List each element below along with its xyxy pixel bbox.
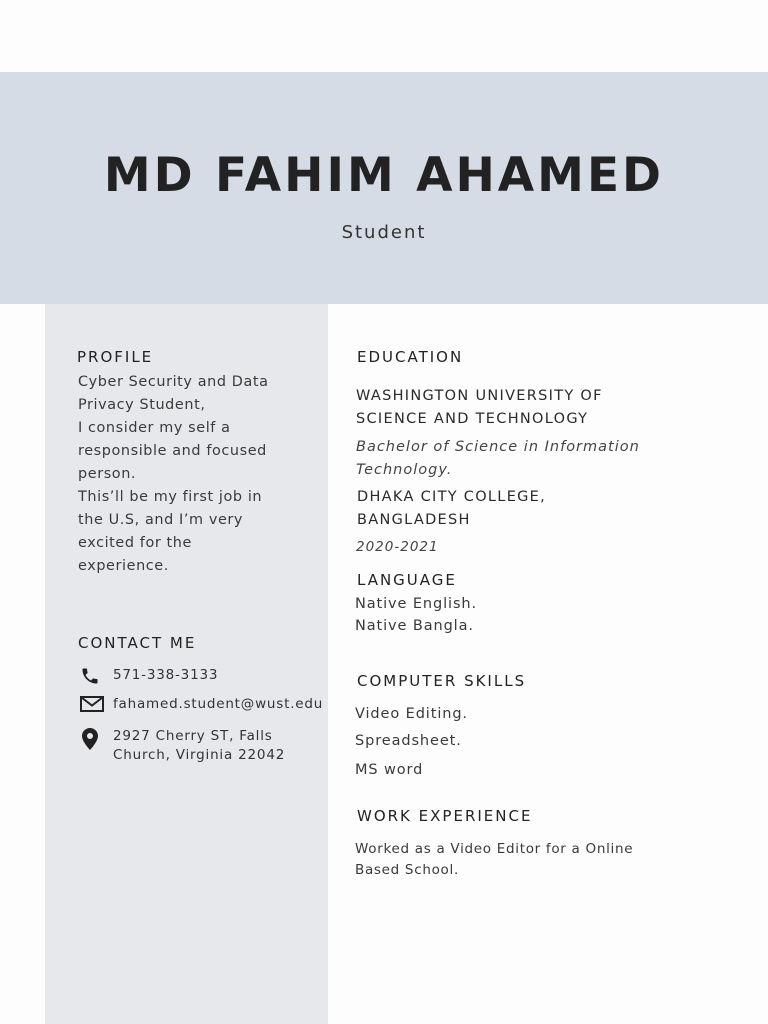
work-line: Based School. xyxy=(355,862,459,878)
work-experience-heading: WORK EXPERIENCE xyxy=(357,807,533,825)
profile-line: responsible and focused xyxy=(78,443,267,459)
education-dates xyxy=(356,536,746,559)
skill-item: Spreadsheet. xyxy=(355,733,462,749)
address xyxy=(113,727,285,765)
education-institution xyxy=(356,385,746,431)
phone-icon xyxy=(80,666,104,686)
profile-line: I consider my self a xyxy=(78,420,231,436)
profile-line: excited for the xyxy=(78,535,192,551)
profile-line: Privacy Student, xyxy=(78,397,206,413)
language-item: Native English. xyxy=(355,596,478,612)
institution-line: DHAKA CITY COLLEGE, xyxy=(357,489,547,505)
email-address[interactable]: fahamed.student@wust.edu xyxy=(113,696,324,712)
degree-line: Bachelor of Science in Information xyxy=(356,439,640,455)
education-degree xyxy=(356,436,746,482)
institution-line: BANGLADESH xyxy=(357,512,471,528)
map-pin-icon xyxy=(80,727,104,747)
profile-line: the U.S, and I’m very xyxy=(78,512,244,528)
education-institution xyxy=(357,486,747,532)
contact-phone xyxy=(80,666,325,686)
phone-number[interactable]: 571-338-3133 xyxy=(113,667,219,683)
profile-line: person. xyxy=(78,466,137,482)
work-experience-text xyxy=(355,839,745,881)
work-line: Worked as a Video Editor for a Online xyxy=(355,841,634,857)
institution-line: WASHINGTON UNIVERSITY OF xyxy=(356,388,603,404)
envelope-icon xyxy=(80,695,104,715)
degree-line: Technology. xyxy=(356,462,453,478)
contact-heading: CONTACT ME xyxy=(78,634,197,652)
applicant-role: Student xyxy=(341,222,427,243)
language-item: Native Bangla. xyxy=(355,618,474,634)
computer-skills-heading: COMPUTER SKILLS xyxy=(357,672,527,690)
education-heading: EDUCATION xyxy=(357,348,464,366)
language-heading: LANGUAGE xyxy=(357,571,457,589)
contact-email xyxy=(80,695,325,715)
profile-line: experience. xyxy=(78,558,169,574)
address-line: Church, Virginia 22042 xyxy=(113,747,286,763)
skill-item: MS word xyxy=(355,762,424,778)
profile-line: This’ll be my first job in xyxy=(78,489,263,505)
contact-address xyxy=(80,727,325,765)
address-line: 2927 Cherry ST, Falls xyxy=(113,728,273,744)
dates-line: 2020-2021 xyxy=(356,539,439,555)
institution-line: SCIENCE AND TECHNOLOGY xyxy=(356,411,589,427)
applicant-name: MD FAHIM AHAMED xyxy=(103,148,665,203)
profile-line: Cyber Security and Data xyxy=(78,374,269,390)
profile-text xyxy=(78,371,310,578)
skill-item: Video Editing. xyxy=(355,706,468,722)
profile-heading: PROFILE xyxy=(77,348,154,366)
